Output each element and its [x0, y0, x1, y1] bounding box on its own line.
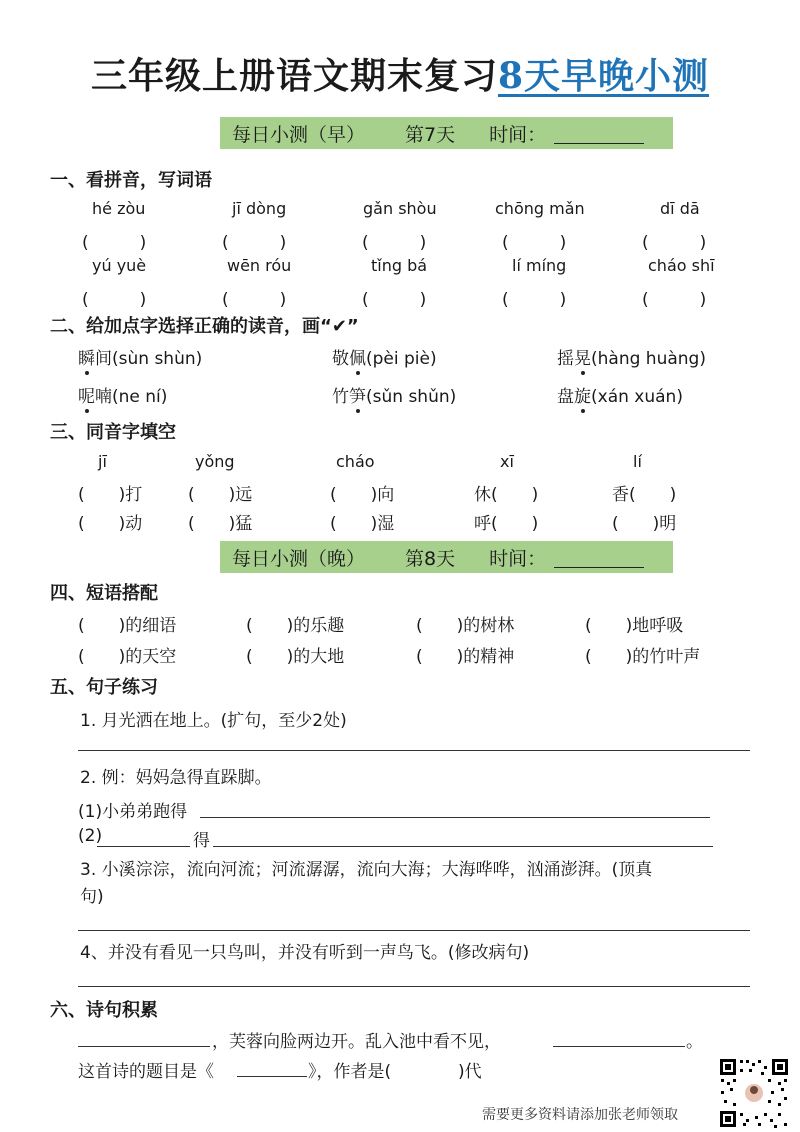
- poem-line-end: 。: [686, 1032, 703, 1052]
- question-2-part-1: (1)小弟弟跑得: [78, 802, 188, 822]
- pinyin-item: hé zòu: [92, 199, 146, 218]
- phrase-blank[interactable]: ( )的天空: [78, 647, 177, 667]
- answer-blank[interactable]: ( ): [502, 290, 567, 310]
- pinyin-item: lí: [633, 452, 642, 471]
- banner-morning: [220, 117, 673, 149]
- pinyin-item: yú yuè: [92, 256, 147, 275]
- banner-day: 第7天: [405, 123, 456, 146]
- pinyin-item: chōng mǎn: [495, 199, 585, 218]
- pinyin-item: cháo shī: [648, 256, 715, 275]
- question-3-line-2: 句): [80, 887, 104, 907]
- answer-line[interactable]: [200, 817, 710, 818]
- answer-line[interactable]: [78, 986, 750, 987]
- phrase-blank[interactable]: ( )的细语: [78, 616, 177, 636]
- homophone-blank[interactable]: ( )远: [188, 485, 253, 505]
- reading-item[interactable]: 瞬间(sùn shùn): [78, 344, 202, 369]
- answer-line[interactable]: [78, 930, 750, 931]
- section-5-title: 五、句子练习: [50, 677, 158, 698]
- question-2-part-2-mid: 得: [193, 831, 210, 851]
- pinyin-item: gǎn shòu: [363, 199, 437, 218]
- phrase-blank[interactable]: ( )的树林: [416, 616, 515, 636]
- answer-blank[interactable]: ( ): [222, 233, 287, 253]
- banner-time-label: 时间：: [489, 547, 547, 570]
- reading-item[interactable]: 呢喃(ne ní): [78, 382, 167, 407]
- homophone-blank[interactable]: ( )向: [330, 485, 395, 505]
- phrase-blank[interactable]: ( )的乐趣: [246, 616, 345, 636]
- page-title: [0, 48, 800, 99]
- answer-blank[interactable]: ( ): [642, 290, 707, 310]
- poem-dynasty-label: )代: [458, 1062, 482, 1082]
- homophone-blank[interactable]: ( )动: [78, 514, 143, 534]
- section-6-title: 六、诗句积累: [50, 1000, 158, 1021]
- question-2: 2. 例：妈妈急得直跺脚。: [80, 768, 272, 788]
- qr-code-icon: [718, 1057, 790, 1129]
- banner-label: 每日小测（晚）: [232, 547, 366, 570]
- homophone-blank[interactable]: ( )打: [78, 485, 143, 505]
- pinyin-item: cháo: [336, 452, 375, 471]
- phrase-blank[interactable]: ( )的竹叶声: [585, 647, 701, 667]
- phrase-blank[interactable]: ( )地呼吸: [585, 616, 684, 636]
- time-blank[interactable]: [554, 123, 644, 144]
- dotted-char: 佩: [349, 344, 366, 369]
- pinyin-item: xī: [500, 452, 514, 471]
- banner-time-label: 时间：: [489, 123, 547, 146]
- banner-evening: [220, 541, 673, 573]
- time-blank[interactable]: [554, 547, 644, 568]
- answer-line[interactable]: [237, 1076, 307, 1077]
- answer-line[interactable]: [78, 1046, 210, 1047]
- homophone-blank[interactable]: 香( ): [612, 485, 677, 505]
- banner-label: 每日小测（早）: [232, 123, 366, 146]
- question-4: 4、并没有看见一只鸟叫，并没有听到一声鸟飞。(修改病句): [80, 943, 530, 963]
- homophone-blank[interactable]: 休( ): [474, 485, 539, 505]
- poem-title-label: 这首诗的题目是《: [78, 1062, 214, 1082]
- pinyin-item: tǐng bá: [371, 256, 428, 275]
- dotted-char: 晃: [574, 344, 591, 369]
- pinyin-item: wēn róu: [227, 256, 292, 275]
- question-1: 1. 月光洒在地上。(扩句，至少2处): [80, 711, 347, 731]
- dotted-char: 瞬: [78, 344, 95, 369]
- answer-blank[interactable]: ( ): [642, 233, 707, 253]
- homophone-blank[interactable]: ( )湿: [330, 514, 395, 534]
- section-2-title: 二、给加点字选择正确的读音，画“✔”: [50, 316, 359, 337]
- section-1-title: 一、看拼音，写词语: [50, 170, 212, 191]
- answer-blank[interactable]: ( ): [362, 233, 427, 253]
- homophone-blank[interactable]: ( )猛: [188, 514, 253, 534]
- dotted-char: 旋: [574, 382, 591, 407]
- homophone-blank[interactable]: 呼( ): [474, 514, 539, 534]
- answer-blank[interactable]: ( ): [502, 233, 567, 253]
- answer-line[interactable]: [213, 846, 713, 847]
- reading-item[interactable]: 竹笋(sǔn shǔn): [332, 382, 456, 407]
- question-2-part-2-prefix: (2): [78, 826, 103, 846]
- pinyin-item: lí míng: [512, 256, 567, 275]
- dotted-char: 笋: [349, 382, 366, 407]
- reading-item[interactable]: 摇晃(hàng huàng): [557, 344, 706, 369]
- footer-note: 需要更多资料请添加张老师领取: [482, 1107, 678, 1123]
- section-3-title: 三、同音字填空: [50, 422, 176, 443]
- phrase-blank[interactable]: ( )的精神: [416, 647, 515, 667]
- pinyin-item: jī: [98, 452, 107, 471]
- title-main: 三年级上册语文期末复习: [90, 55, 498, 97]
- pinyin-item: jī dòng: [232, 199, 287, 218]
- pinyin-item: yǒng: [195, 452, 235, 471]
- pinyin-item: dī dā: [660, 199, 700, 218]
- answer-line[interactable]: [553, 1046, 685, 1047]
- poem-author-label: 》，作者是(: [308, 1062, 392, 1082]
- phrase-blank[interactable]: ( )的大地: [246, 647, 345, 667]
- poem-line-middle: ，芙蓉向脸两边开。乱入池中看不见，: [212, 1032, 501, 1052]
- answer-blank[interactable]: ( ): [82, 233, 147, 253]
- reading-item[interactable]: 盘旋(xán xuán): [557, 382, 683, 407]
- homophone-blank[interactable]: ( )明: [612, 514, 677, 534]
- title-accent: 8天早晚小测: [497, 55, 710, 97]
- answer-line[interactable]: [78, 750, 750, 751]
- question-3-line-1: 3. 小溪淙淙，流向河流；河流潺潺，流向大海；大海哗哗，汹涌澎湃。(顶真: [80, 860, 653, 880]
- answer-blank[interactable]: ( ): [82, 290, 147, 310]
- answer-blank[interactable]: ( ): [362, 290, 427, 310]
- answer-blank[interactable]: ( ): [222, 290, 287, 310]
- banner-day: 第8天: [405, 547, 456, 570]
- section-4-title: 四、短语搭配: [50, 583, 158, 604]
- dotted-char: 呢: [78, 382, 95, 407]
- reading-item[interactable]: 敬佩(pèi piè): [332, 344, 437, 369]
- answer-line[interactable]: [97, 846, 190, 847]
